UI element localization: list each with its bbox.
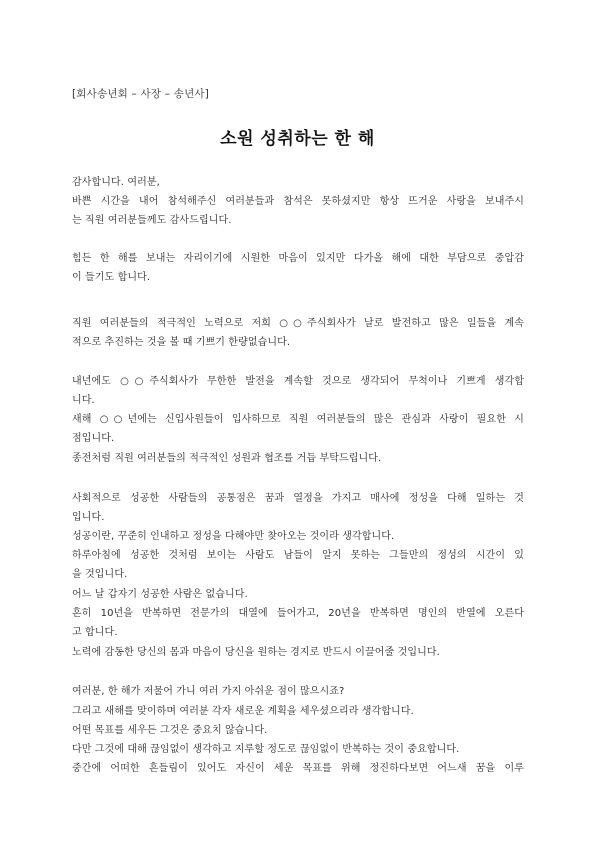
- paragraph-line: 이 들기도 합니다.: [72, 272, 151, 283]
- paragraph-line: 힘든 한 해를 보내는 자리이기에 시원한 마음이 있지만 다가올 해에 대한 부담으로 중압감: [72, 253, 524, 264]
- paragraph-line: 새해 ○○년에는 신입사원들이 입사하므로 직원 여러분들의 많은 관심과 사랑이 필요한 시: [72, 414, 524, 425]
- paragraph-line: 성공이란, 꾸준히 인내하고 정성을 다해야만 찾아오는 것이라 생각합니다.: [72, 531, 395, 542]
- paragraph-line: 어느 날 갑자기 성공한 사람은 없습니다.: [72, 589, 248, 600]
- paragraph-line: 그리고 새해를 맞이하며 여러분 각자 새로운 계획을 세우셨으리라 생각합니다.: [72, 706, 414, 717]
- document-header-tag: [회사송년회 – 사장 – 송년사]: [72, 88, 210, 100]
- paragraph-line: 노력에 감동한 당신의 몸과 마음이 당신을 원하는 경지로 반드시 이끌어줄 것입니다.: [72, 647, 440, 658]
- paragraph-line: 하루아침에 성공한 것처럼 보이는 사람도 남들이 알지 못하는 그들만의 정성의 시간이 있: [72, 550, 524, 561]
- paragraph-line: 입니다.: [72, 512, 105, 523]
- paragraph-line: 바쁜 시간을 내어 참석해주신 여러분들과 참석은 못하셨지만 항상 뜨거운 사랑을 보내주시: [72, 196, 524, 207]
- paragraph-line: 감사합니다. 여러분,: [72, 177, 160, 188]
- paragraph-line: 여러분, 한 해가 저물어 가니 여러 가지 아쉬운 점이 많으시죠?: [72, 686, 345, 697]
- paragraph-line: 점입니다.: [72, 433, 115, 444]
- paragraph-line: 니다.: [72, 395, 95, 406]
- paragraph-line: 내년에도 ○○주식회사가 무한한 발전을 계속할 것으로 생각되어 무척이나 기쁘게 생각합: [72, 376, 524, 387]
- paragraph-line: 종전처럼 직원 여러분들의 적극적인 성원과 협조를 거듭 부탁드립니다.: [72, 453, 382, 464]
- document-title: 소원 성취하는 한 해: [220, 129, 375, 149]
- paragraph-line: 직원 여러분들의 적극적인 노력으로 저희 ○○주식회사가 날로 발전하고 많은 일들을 계속: [72, 318, 524, 329]
- paragraph-line: 고 합니다.: [72, 627, 118, 638]
- paragraph-line: 다만 그것에 대해 끊임없이 생각하고 지루할 정도로 끊임없이 반복하는 것이 중요합니다.: [72, 744, 460, 755]
- paragraph-line: 중간에 어떠한 흔들림이 있어도 자신이 세운 목표를 위해 정진하다보면 어느새 꿈을 이루: [72, 763, 524, 774]
- paragraph-line: 어떤 목표를 세우든 그것은 중요치 않습니다.: [72, 725, 268, 736]
- paragraph-line: 사회적으로 성공한 사람들의 공통점은 꿈과 열정을 가지고 매사에 정성을 다해 일하는 것: [72, 493, 524, 504]
- paragraph-line: 을 것입니다.: [72, 569, 128, 580]
- paragraph-line: 는 직원 여러분들께도 감사드립니다.: [72, 215, 232, 226]
- paragraph-line: 적으로 추진하는 것을 볼 때 기쁘기 한량없습니다.: [72, 337, 291, 348]
- paragraph-line: 흔히 10년을 반복하면 전문가의 대열에 들어가고, 20년을 반복하면 명인의 반열에 오른다: [72, 608, 524, 619]
